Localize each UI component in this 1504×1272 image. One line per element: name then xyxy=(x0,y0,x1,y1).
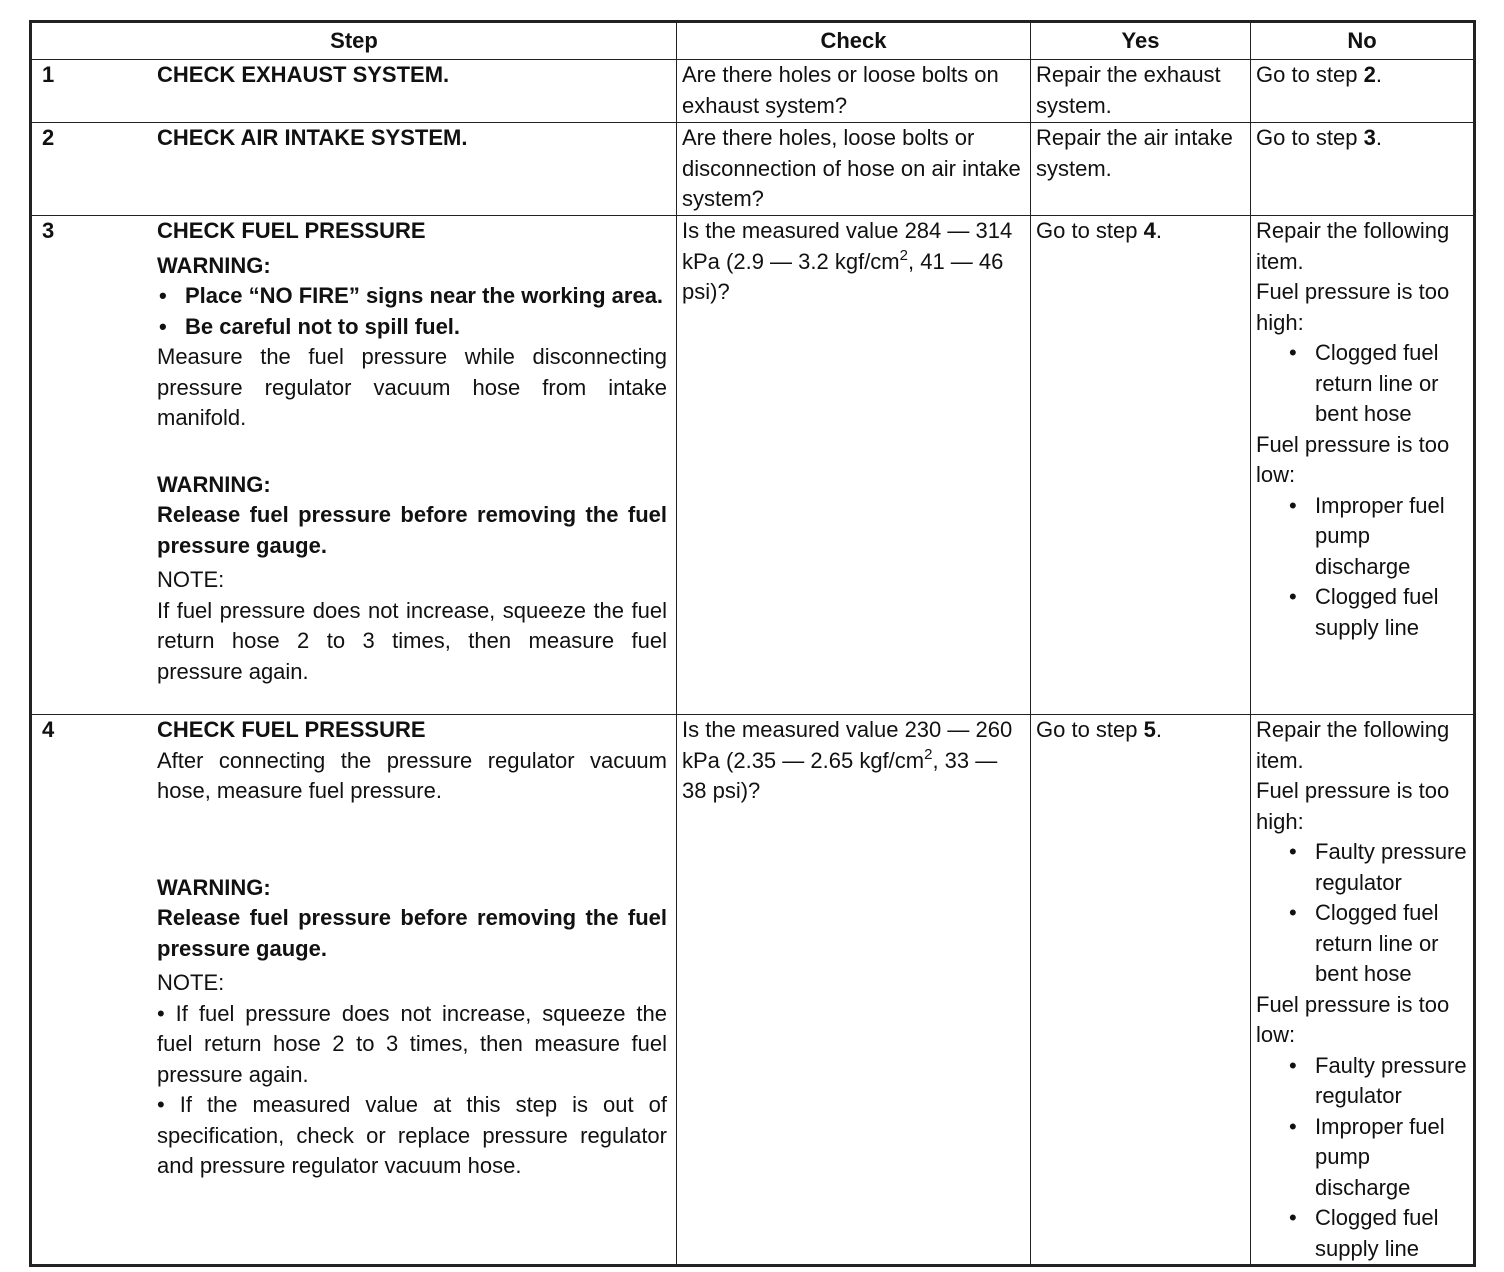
warning-bullet xyxy=(157,312,667,343)
bullet-text: Be careful not to spill fuel. xyxy=(185,313,461,339)
no-intro: Repair the following item. xyxy=(1256,218,1450,274)
bullet-text: Place “NO FIRE” signs near the working area. xyxy=(185,283,664,308)
no-intro: Repair the following item. xyxy=(1256,717,1450,773)
step-link: 2 xyxy=(1363,62,1376,87)
no-cell xyxy=(1251,60,1475,123)
no-text: Go to step xyxy=(1256,62,1364,87)
yes-suffix: . xyxy=(1155,218,1162,243)
step-title: CHECK AIR INTAKE SYSTEM. xyxy=(157,125,468,150)
no-high-label: Fuel pressure is too high: xyxy=(1256,778,1450,834)
list-item xyxy=(1287,491,1468,583)
check-text: Is the measured value 284 — 314 kPa (2.9 — 3.2 kgf/cm xyxy=(682,218,1013,274)
check-cell: Are there holes, loose bolts or disconnection of hose on air intake system? xyxy=(677,123,1031,216)
header-row xyxy=(31,22,1475,60)
table-row xyxy=(31,123,1475,216)
no-text: Go to step xyxy=(1256,125,1364,150)
table-row xyxy=(31,60,1475,123)
bullet-icon: • xyxy=(1289,340,1297,365)
note-text: If fuel pressure does not increase, squeeze the fuel return hose 2 to 3 times, then measure fuel pressure again. xyxy=(157,597,667,684)
step-cell xyxy=(31,123,677,216)
step-link: 4 xyxy=(1143,218,1156,243)
yes-cell xyxy=(1031,715,1251,1266)
no-high-list xyxy=(1256,338,1468,430)
header-step: Step xyxy=(31,22,677,60)
list-item-text: Faulty pressure regulator xyxy=(1315,1052,1467,1108)
check-cell: Are there holes or loose bolts on exhaust system? xyxy=(677,60,1031,123)
step-cell xyxy=(31,216,677,715)
yes-cell: Repair the exhaust system. xyxy=(1031,60,1251,123)
step-title: CHECK FUEL PRESSURE xyxy=(157,717,426,742)
step-body: After connecting the pressure regulator vacuum hose, measure fuel pressure. xyxy=(157,747,667,803)
step-link: 5 xyxy=(1143,717,1156,742)
table-row xyxy=(31,715,1475,1266)
no-suffix: . xyxy=(1375,125,1382,150)
check-text-end: , 33 — 38 psi)? xyxy=(682,747,998,803)
list-item-text: Clogged fuel return line or bent hose xyxy=(1315,340,1439,426)
list-item-text: Clogged fuel supply line xyxy=(1315,1205,1439,1261)
note-label: NOTE: xyxy=(157,970,225,995)
list-item-text: Improper fuel pump discharge xyxy=(1315,1113,1445,1200)
check-cell xyxy=(677,715,1031,1266)
no-cell xyxy=(1251,123,1475,216)
superscript: 2 xyxy=(899,246,908,264)
list-item xyxy=(1287,898,1468,990)
no-low-list xyxy=(1256,1051,1468,1265)
step-number: 2 xyxy=(42,125,55,150)
list-item-text: Faulty pressure regulator xyxy=(1315,839,1467,895)
list-item-text: Improper fuel pump discharge xyxy=(1315,492,1445,579)
step-title: CHECK EXHAUST SYSTEM. xyxy=(157,62,450,87)
yes-suffix: . xyxy=(1155,717,1162,742)
bullet-icon: • xyxy=(1289,1113,1297,1139)
list-item-text: Clogged fuel supply line xyxy=(1315,584,1439,640)
list-item xyxy=(1287,1112,1468,1204)
no-low-label: Fuel pressure is too low: xyxy=(1256,431,1450,487)
step-cell xyxy=(31,60,677,123)
warning-text: Release fuel pressure before removing the fuel pressure gauge. xyxy=(157,502,667,558)
warning-text: Release fuel pressure before removing the fuel pressure gauge. xyxy=(157,905,667,961)
no-high-label: Fuel pressure is too high: xyxy=(1256,279,1450,335)
step-body: Measure the fuel pressure while disconnecting pressure regulator vacuum hose from intake manifold. xyxy=(157,344,667,430)
check-text-end: , 41 — 46 psi)? xyxy=(682,248,1004,304)
no-low-list xyxy=(1256,491,1468,644)
check-cell xyxy=(677,216,1031,715)
note-bullet xyxy=(157,1090,667,1182)
warning-label: WARNING: xyxy=(157,252,271,278)
list-item xyxy=(1287,582,1468,643)
step-title: CHECK FUEL PRESSURE xyxy=(157,218,426,243)
list-item-text: Clogged fuel return line or bent hose xyxy=(1315,900,1439,986)
bullet-icon: • xyxy=(1289,839,1297,864)
bullet-icon: • xyxy=(157,1092,165,1117)
no-cell xyxy=(1251,216,1475,715)
yes-cell: Repair the air intake system. xyxy=(1031,123,1251,216)
no-suffix: . xyxy=(1375,62,1382,87)
bullet-icon: • xyxy=(159,313,167,339)
bullet-text: If the measured value at this step is out of specification, check or replace pressure regulator and pressure regulator vacuum hose. xyxy=(157,1092,667,1178)
warning-label: WARNING: xyxy=(157,471,271,497)
list-item xyxy=(1287,338,1468,430)
yes-text: Go to step xyxy=(1036,218,1144,243)
check-text: Is the measured value 230 — 260 kPa (2.35 — 2.65 kgf/cm xyxy=(682,717,1013,773)
bullet-icon: • xyxy=(1289,900,1297,925)
bullet-icon: • xyxy=(1289,492,1297,518)
table-row xyxy=(31,216,1475,715)
step-number: 4 xyxy=(42,717,55,742)
step-link: 3 xyxy=(1363,125,1376,150)
header-check: Check xyxy=(677,22,1031,60)
bullet-icon: • xyxy=(1289,1052,1297,1078)
note-bullet xyxy=(157,999,667,1091)
diagnostic-table xyxy=(29,20,1476,1267)
step-number: 1 xyxy=(42,62,55,87)
step-number: 3 xyxy=(42,218,55,243)
warning-label: WARNING: xyxy=(157,874,271,900)
note-label: NOTE: xyxy=(157,567,225,592)
header-no: No xyxy=(1251,22,1475,60)
list-item xyxy=(1287,1203,1468,1264)
superscript: 2 xyxy=(924,745,933,763)
bullet-icon: • xyxy=(1289,584,1297,609)
bullet-icon: • xyxy=(157,1000,165,1026)
bullet-icon: • xyxy=(1289,1205,1297,1230)
warning-bullet xyxy=(157,281,667,312)
yes-text: Go to step xyxy=(1036,717,1144,742)
no-low-label: Fuel pressure is too low: xyxy=(1256,991,1450,1047)
bullet-icon: • xyxy=(159,283,167,308)
no-high-list xyxy=(1256,837,1468,990)
step-cell xyxy=(31,715,677,1266)
no-cell xyxy=(1251,715,1475,1266)
header-yes: Yes xyxy=(1031,22,1251,60)
list-item xyxy=(1287,837,1468,898)
yes-cell xyxy=(1031,216,1251,715)
list-item xyxy=(1287,1051,1468,1112)
bullet-text: If fuel pressure does not increase, squeeze the fuel return hose 2 to 3 times, then measure fuel pressure again. xyxy=(157,1000,667,1087)
